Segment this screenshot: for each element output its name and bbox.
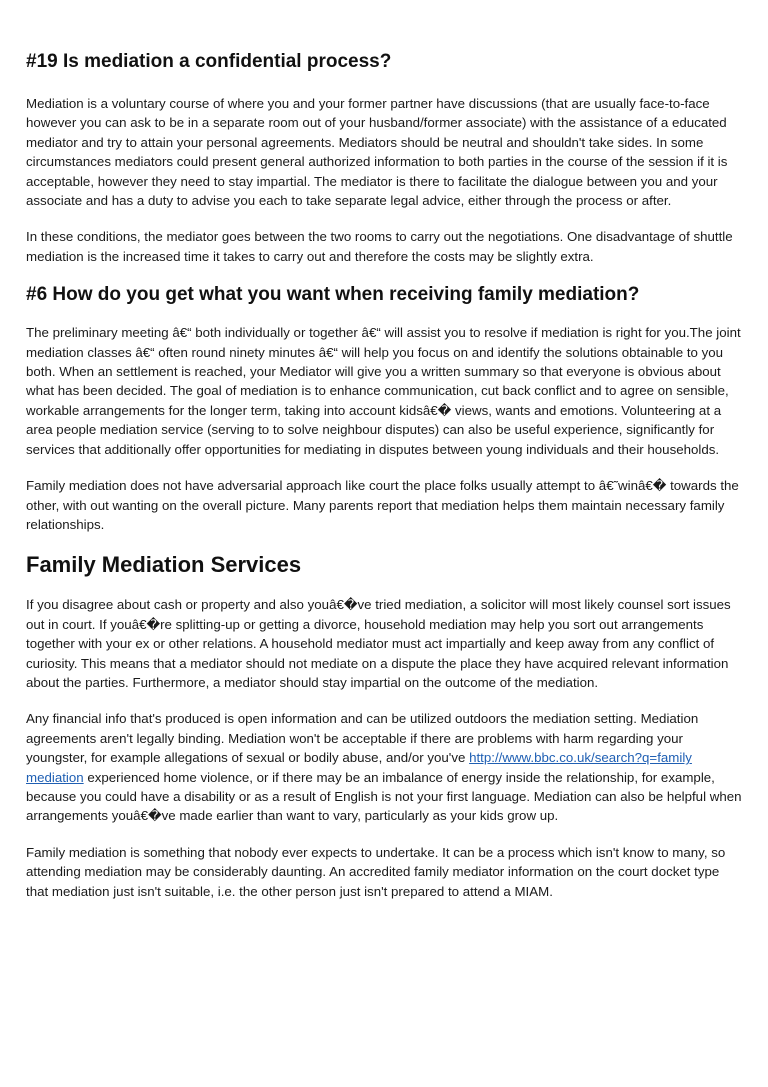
paragraph: Family mediation is something that nobody ever expects to undertake. It can be a process which isn't know to many, so attending mediation may be considerably daunting. An accredited family mediator information on the court docket type that mediation just isn't suitable, i.e. the other person just isn't prepared to attend a MIAM. <box>26 844 726 899</box>
heading-confidential-process: #19 Is mediation a confidential process? <box>26 51 392 72</box>
paragraph: The preliminary meeting â€“ both individually or together â€“ will assist you to resolve if mediation is right for you.The joint mediation classes â€“ often round ninety minutes â€“ will help you focus on and identify the solutions obtainable to you both. When an settlement is reached, your Mediator will give you a written summary so that everyone is obvious about what has been decided. The goal of mediation is to enhance communication, cut back conflict and to agree on sensible, workable arrangements for the longer term, taking into account kidsâ€� views, wants and emotions. Volunteering at a area people mediation service (serving to to solve neighbour disputes) can also be useful experience, significantly for services that additionally offer opportunities for mediating in disputes between young individuals and their households. <box>26 325 741 457</box>
paragraph-text-after-link: experienced home violence, or if there may be an imbalance of energy inside the relationship, for example, because you could have a disability or as a result of English is not your first language. Mediation can also be helpful when arrangements youâ€�ve made earlier than want to vary, particularly as your kids grow up. <box>26 769 742 824</box>
paragraph: Family mediation does not have adversarial approach like court the place folks usually attempt to â€˜winâ€� towards the other, with out wanting on the overall picture. Many parents report that mediation helps them maintain necessary family relationships. <box>26 478 739 532</box>
paragraph: In these conditions, the mediator goes between the two rooms to carry out the negotiations. One disadvantage of shuttle mediation is the increased time it takes to carry out and therefore the costs may be slightly extra. <box>26 229 733 264</box>
paragraph-with-link <box>26 709 742 825</box>
paragraph: Mediation is a voluntary course of where you and your former partner have discussions (that are usually face-to-face however you can ask to be in a separate room out of your husband/former associate) with the assistance of a educated mediator and try to attain your personal agreements. Mediators should be neutral and shouldn't take sides. In some circumstances mediators could present general authorized information to both parties in the course of the session if it is acceptable, however they need to stay impartial. The mediator is there to facilitate the dialogue between you and your associate and has a duty to advise you each to take separate legal advice, either through the process or after. <box>26 96 728 209</box>
paragraph-text-before-link: Any financial info that's produced is open information and can be utilized outdoors the mediation setting. Mediation agreements aren't legally binding. Mediation won't be acceptable if there are problems with harm regarding your youngster, for example allegations of sexual or bodily abuse, and/or you've <box>26 711 699 766</box>
heading-get-what-you-want: #6 How do you get what you want when receiving family mediation? <box>26 284 640 306</box>
bbc-search-link[interactable]: http://www.bbc.co.uk/search?q=family mediation <box>26 750 692 785</box>
paragraph: If you disagree about cash or property and also youâ€�ve tried mediation, a solicitor will most likely counsel sort issues out in court. If youâ€�re splitting-up or getting a divorce, household mediation may help you sort out arrangements together with your ex or other relations. A household mediator must act impartially and keep away from any conflict of curiosity. This means that a mediator should not mediate on a dispute the place they have acquired relevant information about the parties. Furthermore, a mediator should stay impartial on the outcome of the mediation. <box>26 597 731 690</box>
heading-family-mediation-services: Family Mediation Services <box>26 552 302 578</box>
